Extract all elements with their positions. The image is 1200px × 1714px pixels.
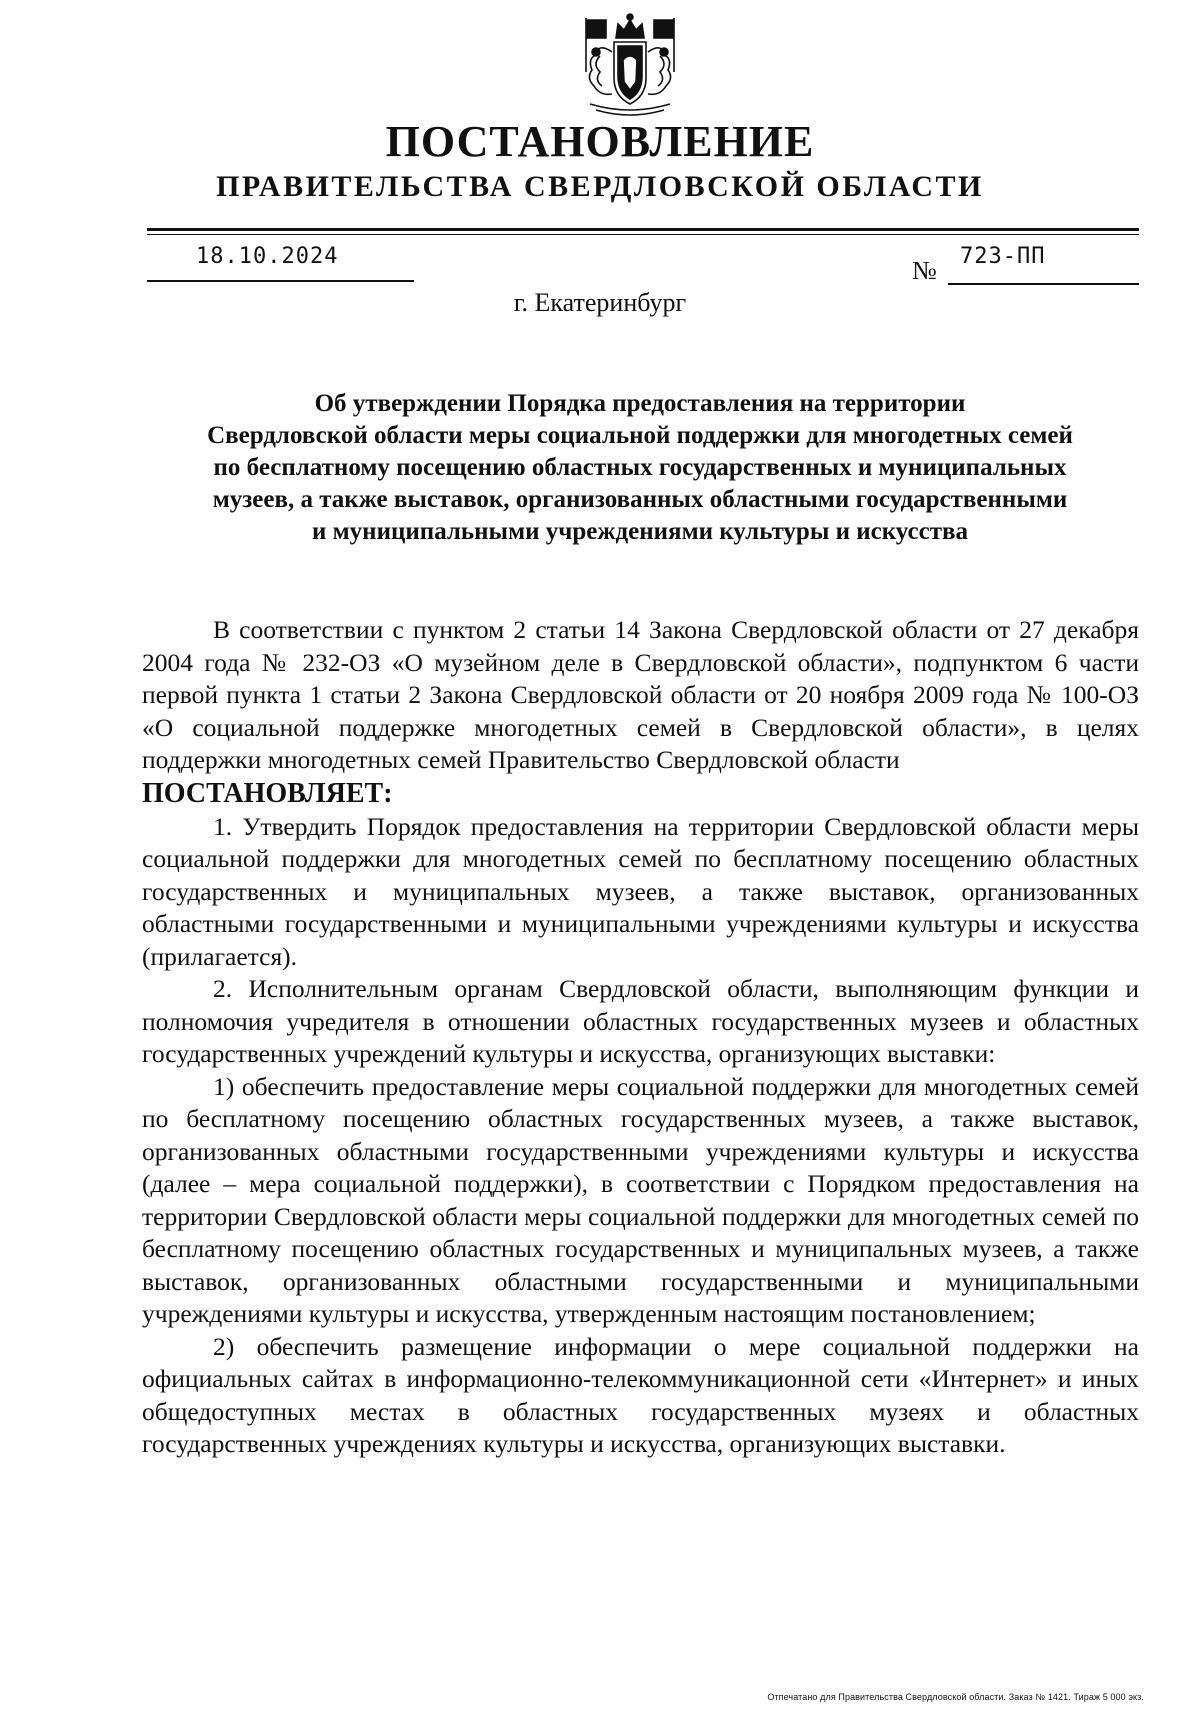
number-underline <box>948 283 1139 285</box>
item-2-paragraph: 2. Исполнительным органам Свердловской области, выполняющим функции и полномочия учредителя в отношении областных государственных музеев и областных государственных учреждений культуры и искусства, организующих выставки: <box>142 974 1139 1068</box>
preamble-paragraph: В соответствии с пунктом 2 статьи 14 Закона Свердловской области от 27 декабря 2004 года № 232-ОЗ «О музейном деле в Свердловской области», подпунктом 6 части первой пункта 1 статьи 2 Закона Свердловской области от 20 ноября 2009 года № 100-ОЗ «О социальной поддержке многодетных семей в Свердловской области», в целях поддержки многодетных семей Правительство Свердловской области <box>142 615 1139 774</box>
heading-line: по бесплатному посещению областных государственных и муниципальных <box>213 454 1067 481</box>
document-body <box>142 614 1139 1461</box>
print-footer: Отпечатано для Правительства Свердловской области. Заказ № 1421. Тираж 5 000 экз. <box>767 1692 1144 1702</box>
date-underline <box>147 280 414 282</box>
heading-line: Об утверждении Порядка предоставления на территории <box>314 390 966 417</box>
document-city: г. Екатеринбург <box>513 288 687 317</box>
number-sign: № <box>912 256 937 285</box>
item-2-1-paragraph: 1) обеспечить предоставление меры социальной поддержки для многодетных семей по бесплатному посещению областных государственных музеев, а также выставок, организованных областными государственными учреждениями культуры и искусства (далее – мера социальной поддержки), в соответствии с Порядком предоставления на территории Свердловской области меры социальной поддержки для многодетных семей по бесплатному посещению областных государственных и муниципальных музеев, а также выставок, организованных областными государственными и муниципальными учреждениями культуры и искусства, утвержденным настоящим постановлением; <box>142 1071 1139 1328</box>
document-title: ПОСТАНОВЛЕНИЕ <box>385 117 815 166</box>
heading-line: и муниципальными учреждениями культуры и искусства <box>311 518 969 545</box>
item-1-paragraph: 1. Утвердить Порядок предоставления на территории Свердловской области меры социальной поддержки для многодетных семей по бесплатному посещению областных государственных и муниципальных музеев, а также выставок, организованных областными государственными и муниципальными учреждениями культуры и искусства (прилагается). <box>142 811 1139 971</box>
heading-line: музеев, а также выставок, организованных областными государственными <box>212 486 1068 513</box>
coat-of-arms-icon <box>570 12 690 118</box>
document-subtitle: ПРАВИТЕЛЬСТВА СВЕРДЛОВСКОЙ ОБЛАСТИ <box>216 170 984 203</box>
document-number: 723-ПП <box>960 244 1046 269</box>
document-date: 18.10.2024 <box>196 244 339 269</box>
document-heading <box>140 388 1140 548</box>
item-2-2-paragraph: 2) обеспечить размещение информации о мере социальной поддержки на официальных сайтах в информационно-телекоммуникационной сети «Интернет» и иных общедоступных местах в областных государственных музеях и областных государственных учреждениях культуры и искусства, организующих выставки. <box>142 1331 1139 1458</box>
decree-word: ПОСТАНОВЛЯЕТ: <box>142 777 393 809</box>
heading-line: Свердловской области меры социальной поддержки для многодетных семей <box>207 422 1073 449</box>
header-rule-thick <box>147 228 1139 231</box>
header-rule-thin <box>147 234 1139 235</box>
